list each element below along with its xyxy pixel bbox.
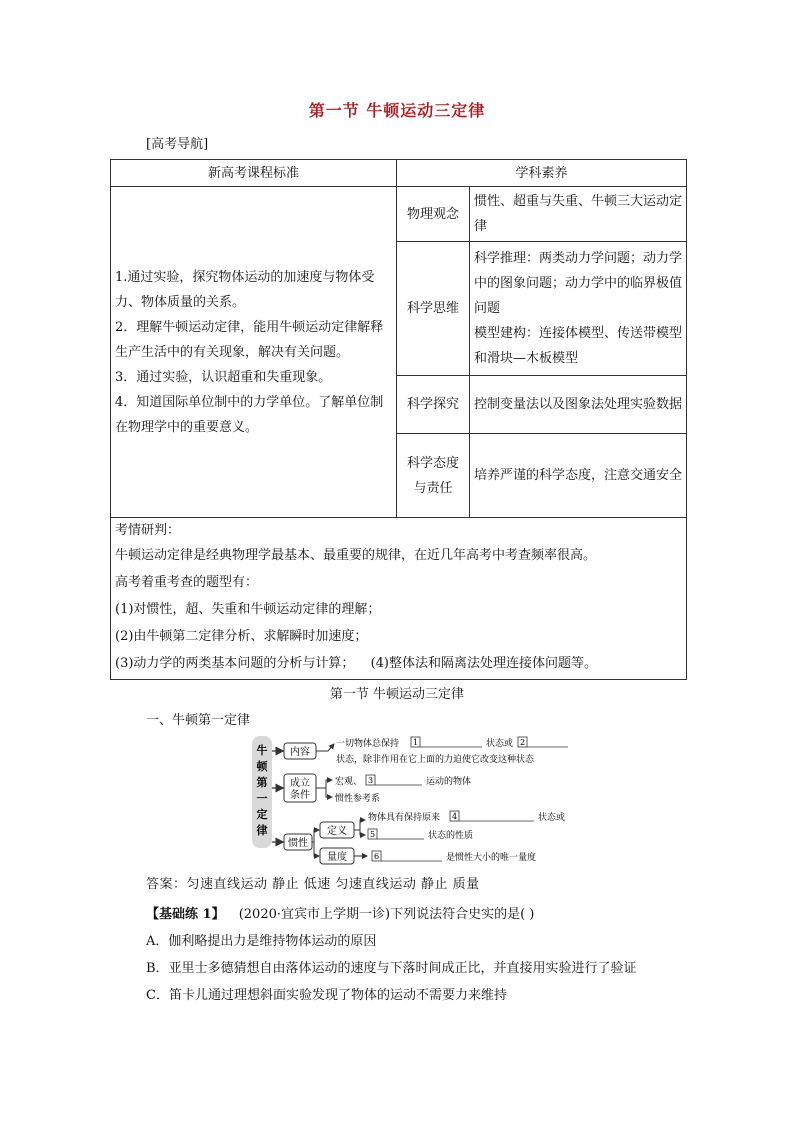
root-char: 牛 <box>256 744 268 757</box>
exercise-stem: (2020·宜宾市上学期一诊)下列说法符合史实的是( ) <box>238 907 535 922</box>
definition-text: 状态或 <box>538 813 566 823</box>
blank-number: 1 <box>412 738 419 747</box>
exercise-question <box>146 903 534 922</box>
section-subtitle: 第一节 牛顿运动三定律 <box>329 687 465 702</box>
exam-analysis-cell <box>111 518 687 680</box>
header-literacy: 学科素养 <box>397 160 687 187</box>
section-heading: 一、牛顿第一定律 <box>146 713 251 728</box>
root-char: 第 <box>256 776 268 789</box>
content-label: 内容 <box>290 747 310 758</box>
root-char: 一 <box>256 792 268 805</box>
standard-item: 3．通过实验，认识超重和失重现象。 <box>115 369 332 385</box>
option-b: B．亚里士多德猜想自由落体运动的速度与下落时间成正比，并直接用实验进行了验证 <box>146 961 637 976</box>
definition-label: 定义 <box>327 826 347 837</box>
option-c: C．笛卡儿通过理想斜面实验发现了物体的运动不需要力来维持 <box>146 988 507 1003</box>
measure-text: 是惯性大小的唯一量度 <box>446 853 537 863</box>
exam-item: (2)由牛顿第二定律分析、求解瞬时加速度； <box>115 629 368 644</box>
standard-item: 4．知道国际单位制中的力学单位。了解单位制在物理学中的重要意义。 <box>115 394 384 435</box>
blank-number: 5 <box>369 830 376 839</box>
literacy-content-line: 科学推理：两类动力学问题；动力学中的图象问题；动力学中的临界极值问题 <box>474 251 683 316</box>
blank-number: 4 <box>451 812 458 821</box>
root-char: 顿 <box>256 760 268 773</box>
exam-item: (3)动力学的两类基本问题的分析与计算； <box>115 656 355 671</box>
page-title: 第一节 牛顿运动三定律 <box>308 101 486 120</box>
curriculum-table <box>110 159 687 680</box>
blank-number: 2 <box>519 738 526 747</box>
exam-label: 考情研判： <box>115 523 181 538</box>
exam-item: (4)整体法和隔离法处理连接体问题等。 <box>370 656 597 671</box>
nav-label: [高考导航] <box>146 137 209 152</box>
literacy-name: 科学态度与责任 <box>397 434 470 518</box>
root-char: 定 <box>256 808 268 821</box>
condition-text: 宏观、 <box>335 777 363 787</box>
exam-line: 高考着重考查的题型有： <box>115 575 259 590</box>
exam-line: 牛顿运动定律是经典物理学最基本、最重要的规律，在近几年高考中考查频率很高。 <box>115 548 597 563</box>
definition-text: 状态的性质 <box>428 831 474 841</box>
root-char: 律 <box>256 824 268 837</box>
blank-number: 3 <box>367 776 374 785</box>
definition-text: 物体具有保持原来 <box>368 813 441 823</box>
answer-line: 答案：匀速直线运动 静止 低速 匀速直线运动 静止 质量 <box>146 877 480 892</box>
content-text: 一切物体总保持 <box>336 739 400 749</box>
literacy-content-line: 模型建构：连接体模型、传送带模型和滑块—木板模型 <box>474 326 683 366</box>
literacy-content <box>470 242 687 376</box>
condition-label: 条件 <box>290 790 310 801</box>
literacy-content: 培养严谨的科学态度，注意交通安全 <box>470 434 687 518</box>
condition-label: 成立 <box>290 778 310 789</box>
inertia-label: 惯性 <box>288 838 308 849</box>
exam-item-row <box>115 596 682 650</box>
content-text: 状态，除非作用在它上面的力迫使它改变这种状态 <box>336 755 535 765</box>
standard-item: 2．理解牛顿运动定律，能用牛顿运动定律解释生产生活中的有关现象，解决有关问题。 <box>115 319 384 360</box>
option-a: A．伽利略提出力是维持物体运动的原因 <box>146 934 377 949</box>
header-standards: 新高考课程标准 <box>111 160 397 187</box>
condition-text: 运动的物体 <box>426 777 472 787</box>
exam-item-row <box>115 650 682 677</box>
standards-cell <box>111 187 397 518</box>
literacy-name: 物理观念 <box>397 187 470 242</box>
newton-first-law-diagram <box>250 734 590 866</box>
content-text: 状态或 <box>486 739 514 749</box>
measure-label: 量度 <box>327 852 347 863</box>
literacy-content: 惯性、超重与失重、牛顿三大运动定律 <box>470 187 687 242</box>
literacy-name: 科学思维 <box>397 242 470 376</box>
standard-item: 1.通过实验，探究物体运动的加速度与物体受力、物体质量的关系。 <box>115 269 375 310</box>
blank-number: 6 <box>373 852 380 861</box>
exercise-tag: 【基础练 1】 <box>146 907 225 922</box>
literacy-content: 控制变量法以及图象法处理实验数据 <box>470 376 687 434</box>
exam-item: (1)对惯性，超、失重和牛顿运动定律的理解； <box>115 602 381 617</box>
condition-text: 惯性参考系 <box>335 794 381 804</box>
literacy-name: 科学探究 <box>397 376 470 434</box>
